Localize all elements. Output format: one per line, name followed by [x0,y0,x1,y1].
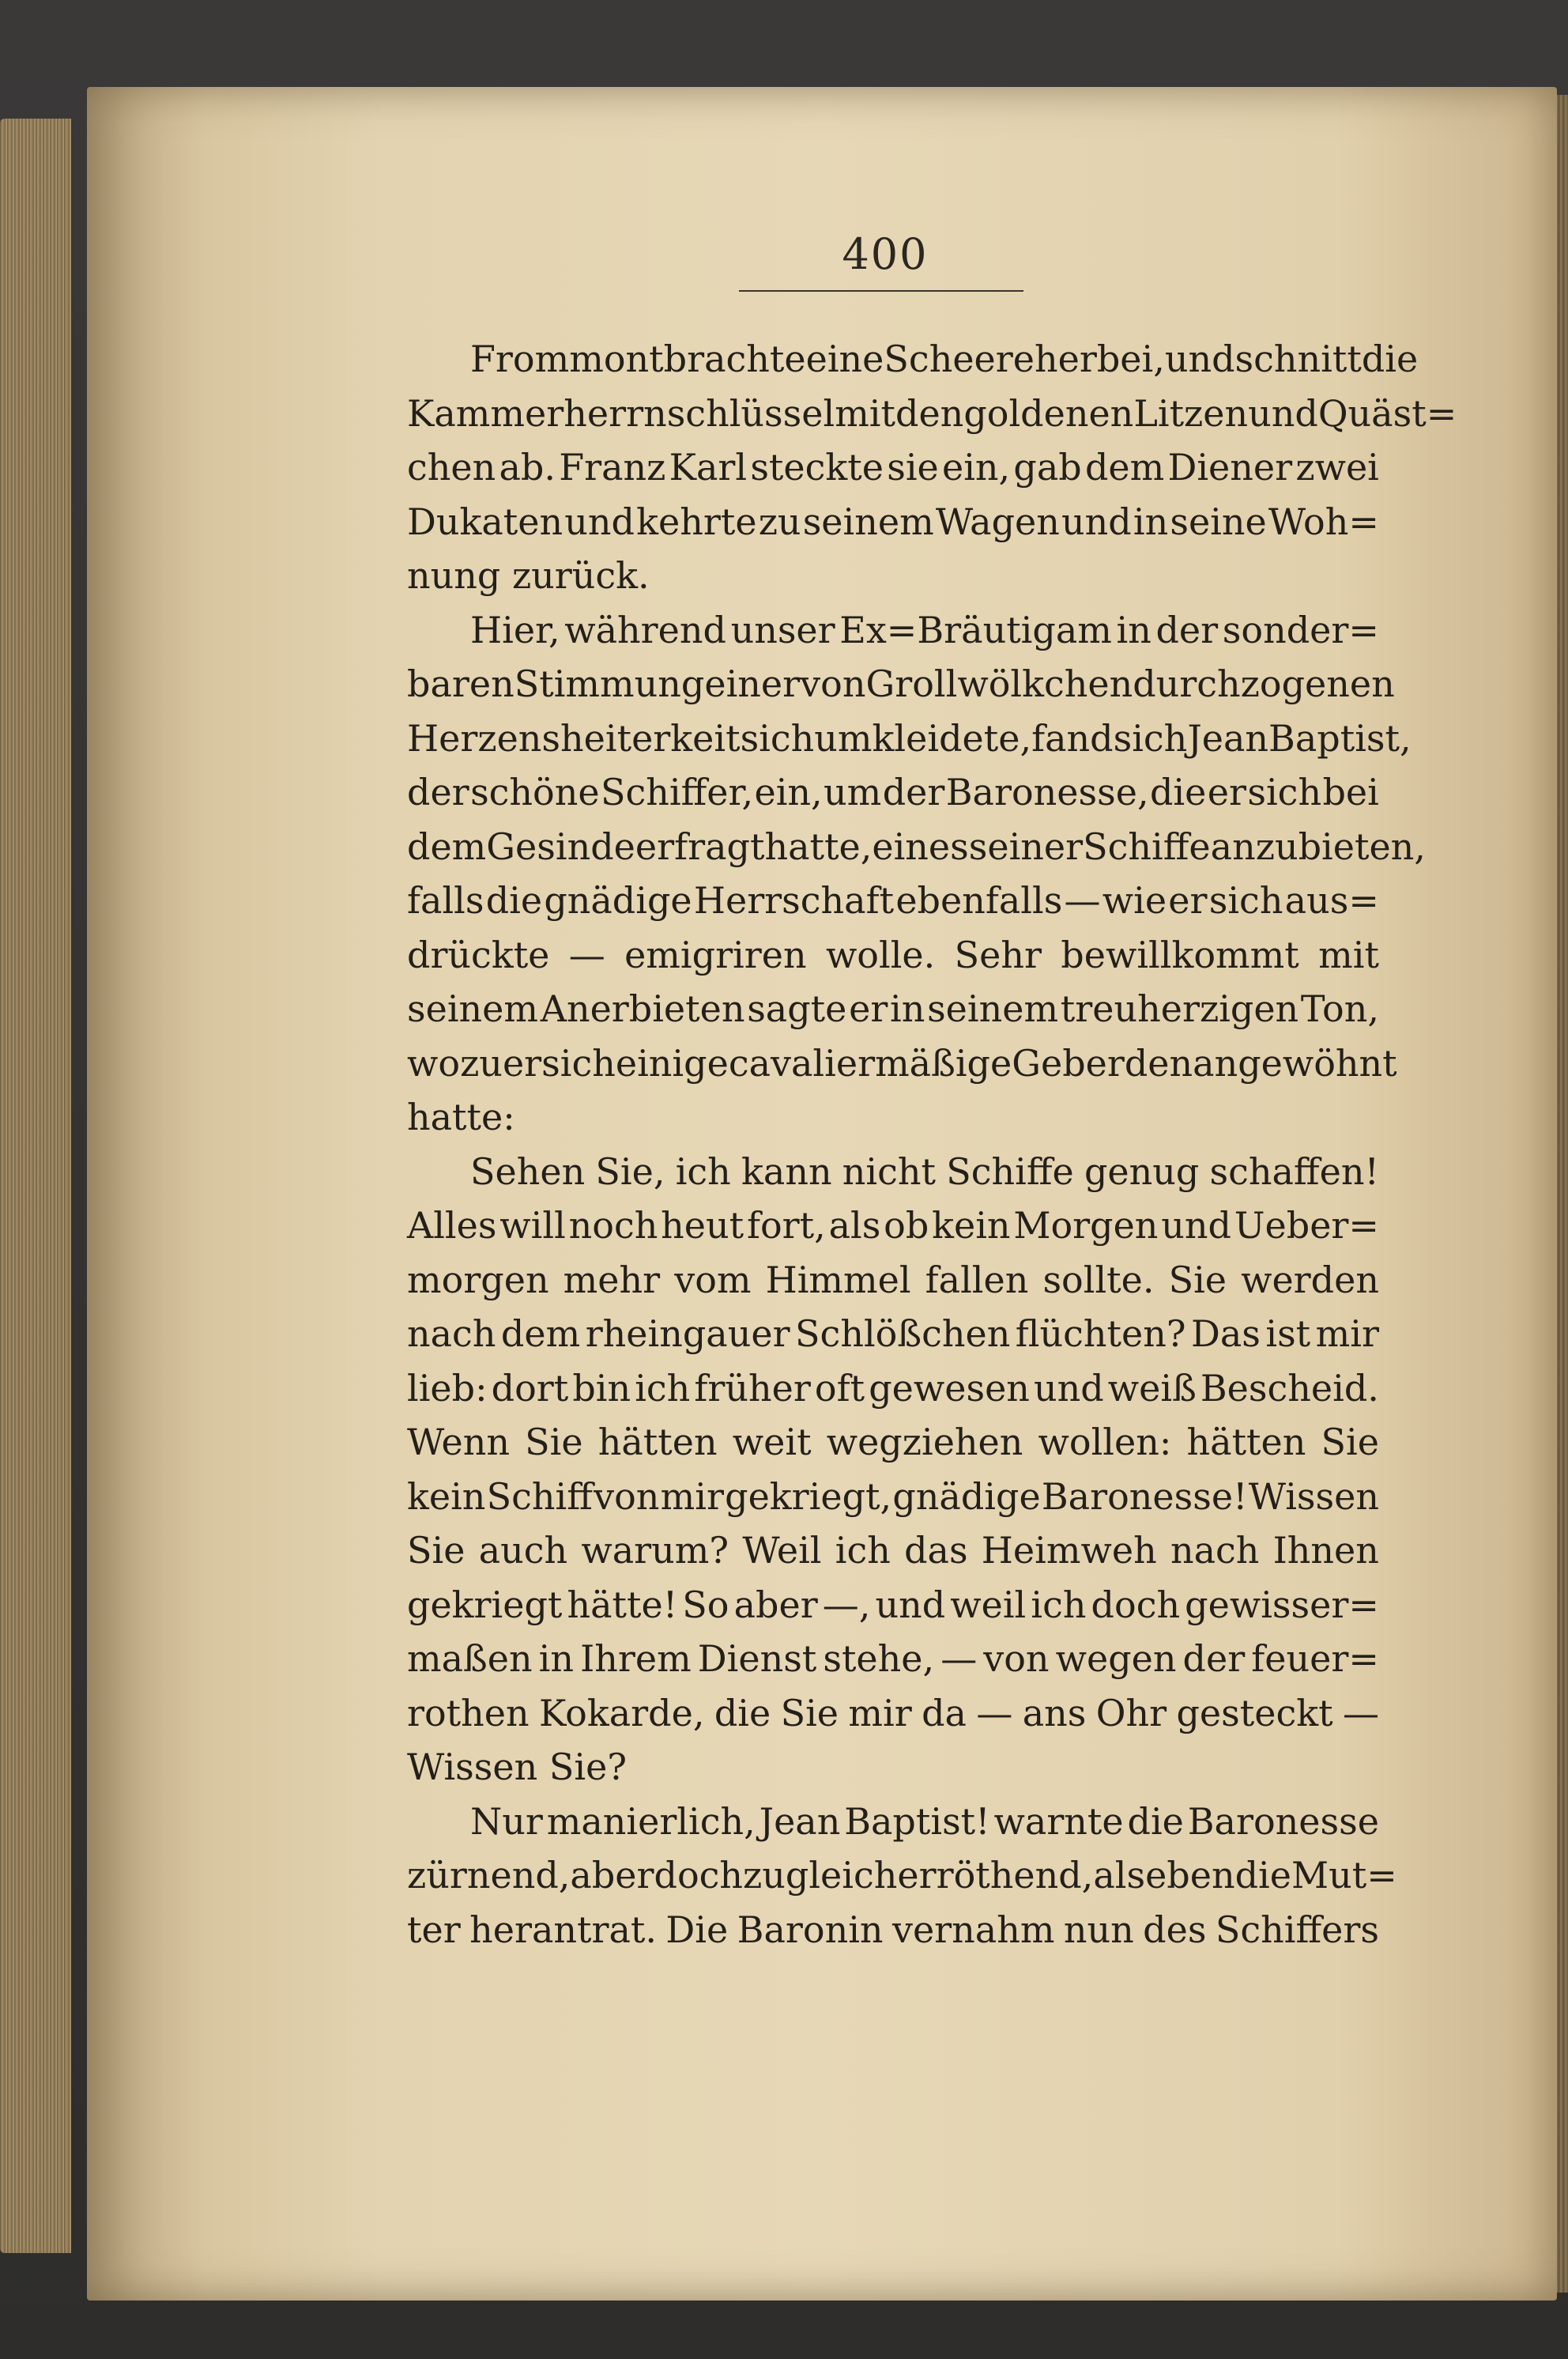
page-number: 400 [842,229,929,279]
text-line: lieb: dort bin ich früher oft gewesen und weiß Bescheid. [407,1366,1379,1410]
text-line: Alles will noch heut fort, als ob kein Morgen und Ueber= [407,1204,1379,1247]
text-line: maßen in Ihrem Dienst stehe, — von wegen der feuer= [407,1637,1379,1680]
text-line: seinem Anerbieten sagte er in seinem treuherzigen Ton, [407,987,1379,1030]
text-line: chen ab. Franz Karl steckte sie ein, gab dem Diener zwei [407,446,1379,489]
text-line: Dukaten und kehrte zu seinem Wagen und in seine Woh= [407,500,1379,543]
text-line: wozu er sich einige cavaliermäßige Geberden angewöhnt [407,1041,1397,1085]
text-line: falls die gnädige Herrschaft ebenfalls — wie er sich aus= [407,879,1379,922]
body-text [407,332,1457,1957]
text-line: morgen mehr vom Himmel fallen sollte. Sie werden [407,1258,1379,1301]
text-line: baren Stimmung einer von Grollwölkchen durchzogenen [407,662,1395,705]
text-line: Frommont brachte eine Scheere herbei, und schnitt die [470,338,1419,380]
text-line: Sehen Sie, ich kann nicht Schiffe genug schaffen! [470,1149,1379,1193]
text-line: Wissen Sie? [407,1746,627,1788]
header-rule [739,290,1023,292]
text-line: ter herantrat. Die Baronin vernahm nun des Schiffers [407,1908,1379,1951]
text-line: der schöne Schiffer, ein, um der Baronesse, die er sich bei [407,771,1379,813]
text-line: Hier, während unser Ex=Bräutigam in der sonder= [470,608,1379,651]
text-line: dem Gesinde erfragt hatte, eines seiner Schiffe anzubieten, [407,825,1426,868]
text-line: Sie auch warum? Weil ich das Heimweh nach Ihnen [407,1529,1379,1572]
text-line: nung zurück. [407,554,650,597]
text-line: Wenn Sie hätten weit wegziehen wollen: hätten Sie [407,1421,1379,1463]
text-line: Herzensheiterkeit sich umkleidete, fand sich Jean Baptist, [407,716,1412,760]
text-line: drückte — emigriren wolle. Sehr bewillkommt mit [407,933,1379,976]
text-line: nach dem rheingauer Schlößchen flüchten? Das ist mir [407,1312,1379,1355]
text-line: zürnend, aber doch zugleich erröthend, als eben die Mut= [407,1854,1397,1897]
text-line: rothen Kokarde, die Sie mir da — ans Ohr gesteckt — [407,1691,1379,1734]
text-line: Nur manierlich, Jean Baptist! warnte die Baronesse [470,1799,1379,1843]
text-line: kein Schiff von mir gekriegt, gnädige Baronesse! Wissen [407,1474,1379,1518]
book-page-edges-left [0,119,71,2253]
text-line: hatte: [407,1096,515,1138]
text-line: gekriegt hätte! So aber —, und weil ich doch gewisser= [407,1583,1379,1626]
text-line: Kammerherrnschlüssel mit den goldenen Litzen und Quäst= [407,391,1457,435]
